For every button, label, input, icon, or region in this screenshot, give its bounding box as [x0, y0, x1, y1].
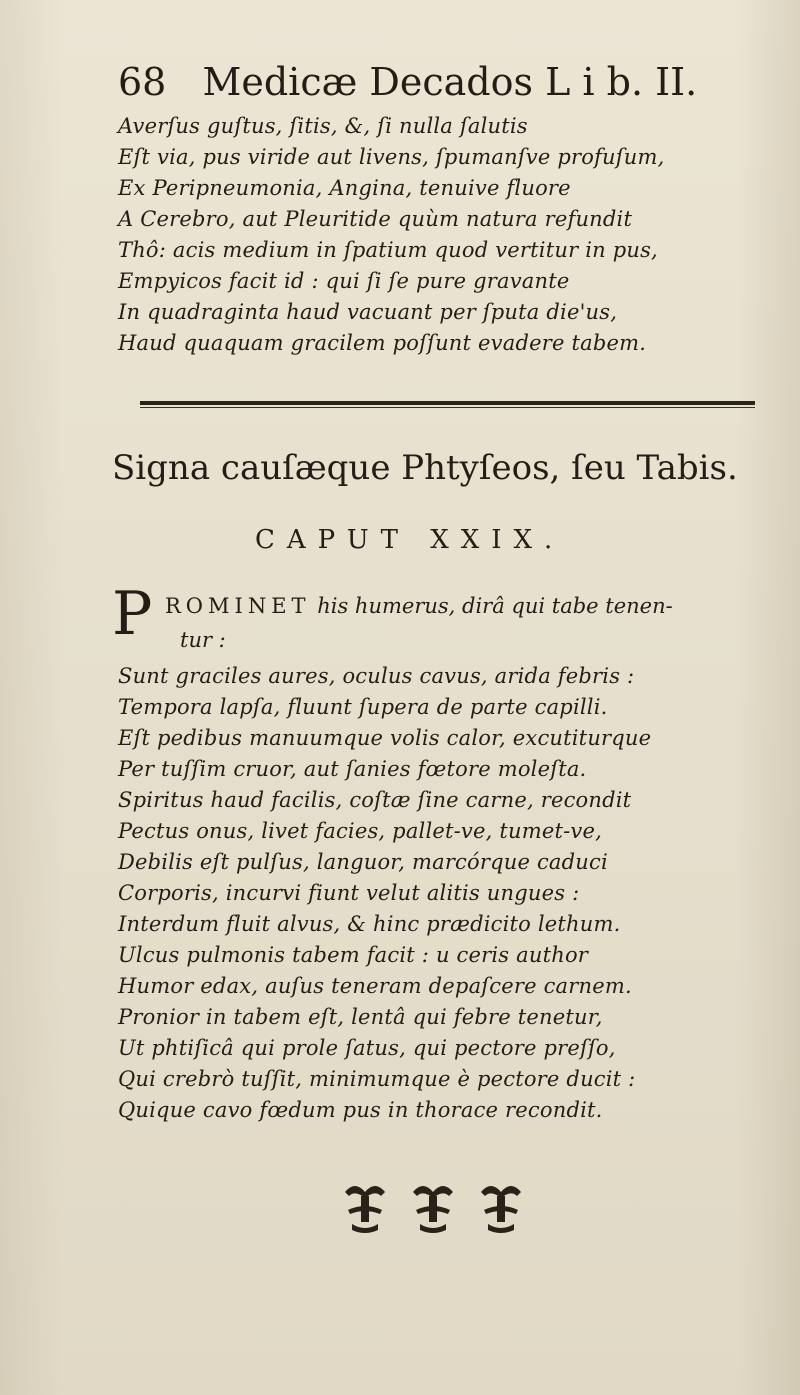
- verse-line: Humor edax, auſus teneram depaſcere carnem.: [118, 974, 632, 998]
- running-title: Medicæ Decados L i b. II.: [202, 60, 698, 104]
- verse-line: Thô: acis medium in ſpatium quod vertitur in pus,: [118, 238, 658, 262]
- verse-line: Pectus onus, livet facies, pallet-ve, tumet-ve,: [118, 819, 602, 843]
- drop-cap: P: [112, 579, 153, 649]
- verse-line: Sunt graciles aures, oculus cavus, arida febris :: [118, 664, 635, 688]
- verse-line: A Cerebro, aut Pleuritide quùm natura refundit: [118, 207, 633, 231]
- verse-line: Ulcus pulmonis tabem facit : u ceris author: [118, 943, 589, 967]
- verse-line: Averſus guſtus, ſitis, &, ſi nulla ſalutis: [118, 114, 528, 138]
- chapter-heading: CAPUT XXIX.: [255, 525, 565, 555]
- verse-line: In quadraginta haud vacuant per ſputa die'us,: [118, 300, 618, 324]
- section-divider-thin: [140, 407, 755, 408]
- verse-line: Eſt via, pus viride aut livens, ſpumanſve profuſum,: [118, 145, 665, 169]
- opening-rest: his humerus, dirâ qui tabe tenen-: [317, 594, 673, 618]
- opening-continuation: tur :: [180, 628, 226, 652]
- verse-line: Per tuſſim cruor, aut ſanies fœtore moleſta.: [118, 757, 587, 781]
- section-divider: [140, 401, 755, 405]
- verse-line: Eſt pedibus manuumque volis calor, excutiturque: [118, 726, 652, 750]
- verse-line: Ut phtiſicâ qui prole ſatus, qui pectore preſſo,: [118, 1036, 616, 1060]
- opening-caps: ROMINET: [165, 594, 311, 618]
- verse-line: Tempora lapſa, fluunt ſupera de parte capilli.: [118, 695, 608, 719]
- verse-line: Ex Peripneumonia, Angina, tenuive fluore: [118, 176, 571, 200]
- verse-line: Pronior in tabem eſt, lentâ qui febre tenetur,: [118, 1005, 603, 1029]
- verse-line: Debilis eſt pulſus, languor, marcórque caduci: [118, 850, 608, 874]
- section-title: Signa cauſæque Phtyſeos, ſeu Tabis.: [112, 448, 738, 488]
- verse-line: Haud quaquam gracilem poſſunt evadere tabem.: [118, 331, 647, 355]
- page-header: [118, 60, 718, 110]
- verse-line: Spiritus haud facilis, coſtæ ſine carne, recondit: [118, 788, 632, 812]
- verse-line: Empyicos facit id : qui ſi ſe pure gravante: [118, 269, 570, 293]
- page-number: 68: [118, 60, 167, 104]
- verse-line: Quique cavo fœdum pus in thorace recondit.: [118, 1098, 603, 1122]
- printers-ornament-icon: [340, 1180, 530, 1240]
- verse-line: Interdum fluit alvus, & hinc prædicito lethum.: [118, 912, 621, 936]
- verse-line: Corporis, incurvi fiunt velut alitis ungues :: [118, 881, 580, 905]
- opening-line: [165, 594, 673, 618]
- verse-line: Qui crebrò tuſſit, minimumque è pectore ducit :: [118, 1067, 636, 1091]
